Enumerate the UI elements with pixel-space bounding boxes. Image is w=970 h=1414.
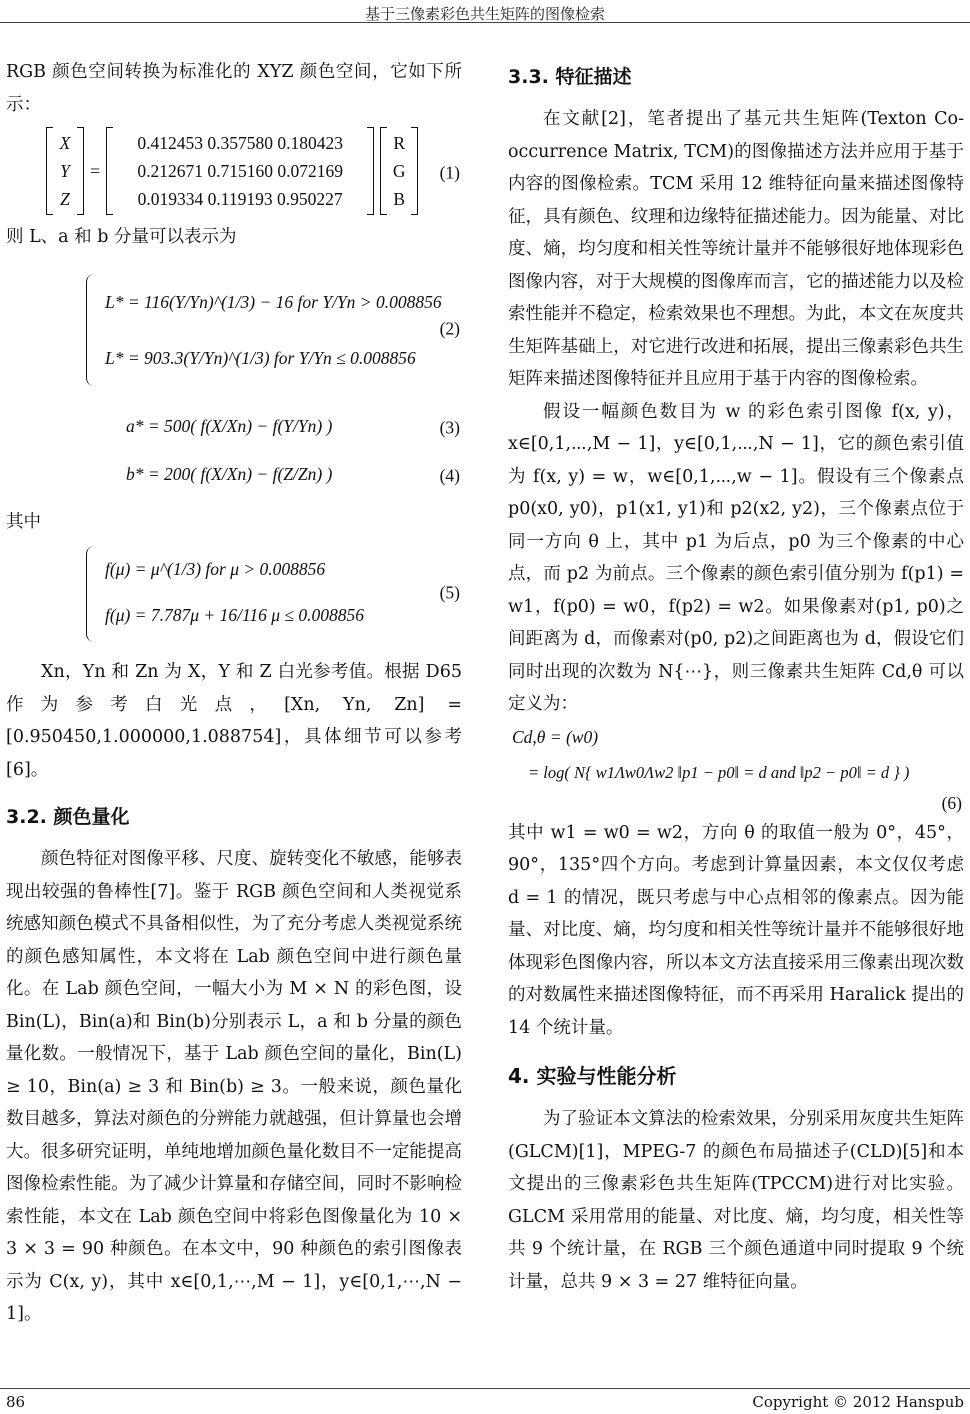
paragraph-experiment: 为了验证本文算法的检索效果，分别采用灰度共生矩阵(GLCM)[1]，MPEG-7 的颜色布局描述子(CLD)[5]和本文提出的三像素彩色共生矩阵(TPCCM)进行对比实验。GLCM 采用常用的能量、对比度、熵，均匀度，相关性等共 9 个统计量，在 RGB 三个颜色通道中同时提取 9 个统计量，总共 9 × 3 = 27 维特征向量。 [508, 1109, 964, 1292]
section-heading-3-2: 3.2. 颜色量化 [6, 806, 130, 828]
equation-1: X Y Z = 0.412453 0.357580 0.180423 0.212671 0.715160 0.072169 0.019334 0.119193 0.950227 R G B (1) [6, 125, 462, 221]
equation-2: L* = 116(Y/Yn)^(1/3) − 16 for Y/Yn > 0.008856 L* = 903.3(Y/Yn)^(1/3) for Y/Yn ≤ 0.008856 (2) [6, 254, 462, 404]
section-heading-3-3: 3.3. 特征描述 [508, 66, 632, 88]
equation-6: Cd,θ = (w0) = log( N{ w1Λw0Λw2 ‖p1 − p0‖ = d and ‖p2 − p0‖ = d } ) (6) [512, 726, 962, 813]
paragraph-three-pixel-definition: 假设一幅颜色数目为 w 的彩色索引图像 f(x, y)，x∈[0,1,⋯,M − 1]，y∈[0,1,⋯,N − 1]，它的颜色索引值为 f(x, y) = w，w∈[0,1,⋯,w − 1]。假设有三个像素点 p0(x0, y0)，p1(x1, y1)和 p2(x2, y2)，三个像素点位于同一方向 θ 上，其中 p1 为后点，p0 为三个像素的中心点，而 p2 为前点。三个像素的颜色索引值分别为 f(p1) = w1，f(p0) = w0，f(p2) = w2。如果像素对(p1, p0)之间距离为 d，而像素对(p0, p2)之间距离也为 d，假设它们同时出现的次数为 N{⋯}，则三像素共生矩阵 Cd,θ 可以定义为： [508, 401, 964, 714]
eq1-rhs-vector: R G B [380, 127, 418, 215]
eq4-number: (4) [439, 465, 460, 485]
paragraph-white-reference: Xn，Yn 和 Zn 为 X，Y 和 Z 白光参考值。根据 D65 作为参考白光点，[Xn, Yn, Zn] = [0.950450,1.000000,1.088754]，具体细节可以参考[6]。 [6, 662, 462, 780]
copyright-notice: Copyright © 2012 Hanspub [752, 1393, 964, 1411]
paragraph-direction: 其中 w1 = w0 = w2，方向 θ 的取值一般为 0°，45°，90°，135°四个方向。考虑到计算量因素，本文仅仅考虑 d = 1 的情况，既只考虑与中心点相邻的像素点。因为能量、对比度、熵，均匀度和相关性等统计量并不能够很好地体现彩色图像内容，所以本文方法直接采用三像素出现次数的对数属性来描述图像特征，而不再采用 Haralick 提出的 14 个统计量。 [508, 822, 964, 1038]
eq1-lhs-vector: X Y Z [46, 127, 84, 215]
eq5-brace [86, 546, 97, 642]
eq1-coefficient-matrix: 0.412453 0.357580 0.180423 0.212671 0.715160 0.072169 0.019334 0.119193 0.950227 [106, 127, 374, 215]
eq6-number: (6) [941, 792, 962, 813]
eq2-number: (2) [439, 318, 460, 338]
equation-3: a* = 500( f(X/Xn) − f(Y/Yn) ) (3) [126, 415, 460, 437]
paragraph-where: 其中 [6, 511, 41, 532]
page-number: 86 [6, 1393, 26, 1411]
section-heading-4: 4. 实验与性能分析 [508, 1064, 677, 1088]
right-column [508, 40, 964, 1298]
paragraph-color-quantization: 颜色特征对图像平移、尺度、旋转变化不敏感，能够表现出较强的鲁棒性[7]。鉴于 RGB 颜色空间和人类视觉系统感知颜色模式不具备相似性，为了充分考虑人类视觉系统的颜色感知属性，本文将在 Lab 颜色空间中进行颜色量化。在 Lab 颜色空间，一幅大小为 M × N 的彩色图，设 Bin(L)，Bin(a)和 Bin(b)分别表示 L，a 和 b 分量的颜色量化数。一般情况下，基于 Lab 颜色空间的量化，Bin(L) ≥ 10，Bin(a) ≥ 3 和 Bin(b) ≥ 3。一般来说，颜色量化数目越多，算法对颜色的分辨能力就越强，但计算量也会增大。很多研究证明，单纯地增加颜色量化数目不一定能提高图像检索性能。为了减少计算量和存储空间，同时不影响检索性能，本文在 Lab 颜色空间中将彩色图像量化为 10 × 3 × 3 = 90 种颜色。在本文中，90 种颜色的索引图像表示为 C(x, y)，其中 x∈[0,1,⋯,M − 1]，y∈[0,1,⋯,N − 1]。 [6, 849, 462, 1324]
equation-5: f(μ) = μ^(1/3) for μ > 0.008856 f(μ) = 7.787μ + 16/116 μ ≤ 0.008856 (5) [6, 538, 462, 648]
paragraph-tcm: 在文献[2]，笔者提出了基元共生矩阵(Texton Co-occurrence Matrix, TCM)的图像描述方法并应用于基于内容的图像检索。TCM 采用 12 维特征向量来描述图像特征，具有颜色、纹理和边缘特征描述能力。因为能量、对比度、熵，均匀度和相关性等统计量并不能够很好地体现彩色图像内容，对于大规模的图像库而言，它的描述能力以及检索性能并不稳定，检索效果也不理想。为此，本文在灰度共生矩阵基础上，对它进行改进和拓展，提出三像素彩色共生矩阵来描述图像特征并且应用于基于内容的图像检索。 [508, 109, 964, 389]
running-header: 基于三像素彩色共生矩阵的图像检索 [364, 5, 605, 23]
eq1-number: (1) [439, 162, 460, 183]
left-column [6, 40, 462, 1331]
paragraph-lab-components: 则 L、a 和 b 分量可以表示为 [6, 227, 237, 247]
header-rule [0, 22, 970, 23]
equation-4: b* = 200( f(X/Xn) − f(Z/Zn) ) (4) [126, 463, 460, 485]
paragraph-rgb-xyz: RGB 颜色空间转换为标准化的 XYZ 颜色空间，它如下所示： [6, 62, 462, 115]
eq2-brace [86, 274, 97, 386]
eq3-number: (3) [439, 417, 460, 437]
eq5-number: (5) [439, 582, 460, 603]
footer-rule [0, 1388, 970, 1389]
